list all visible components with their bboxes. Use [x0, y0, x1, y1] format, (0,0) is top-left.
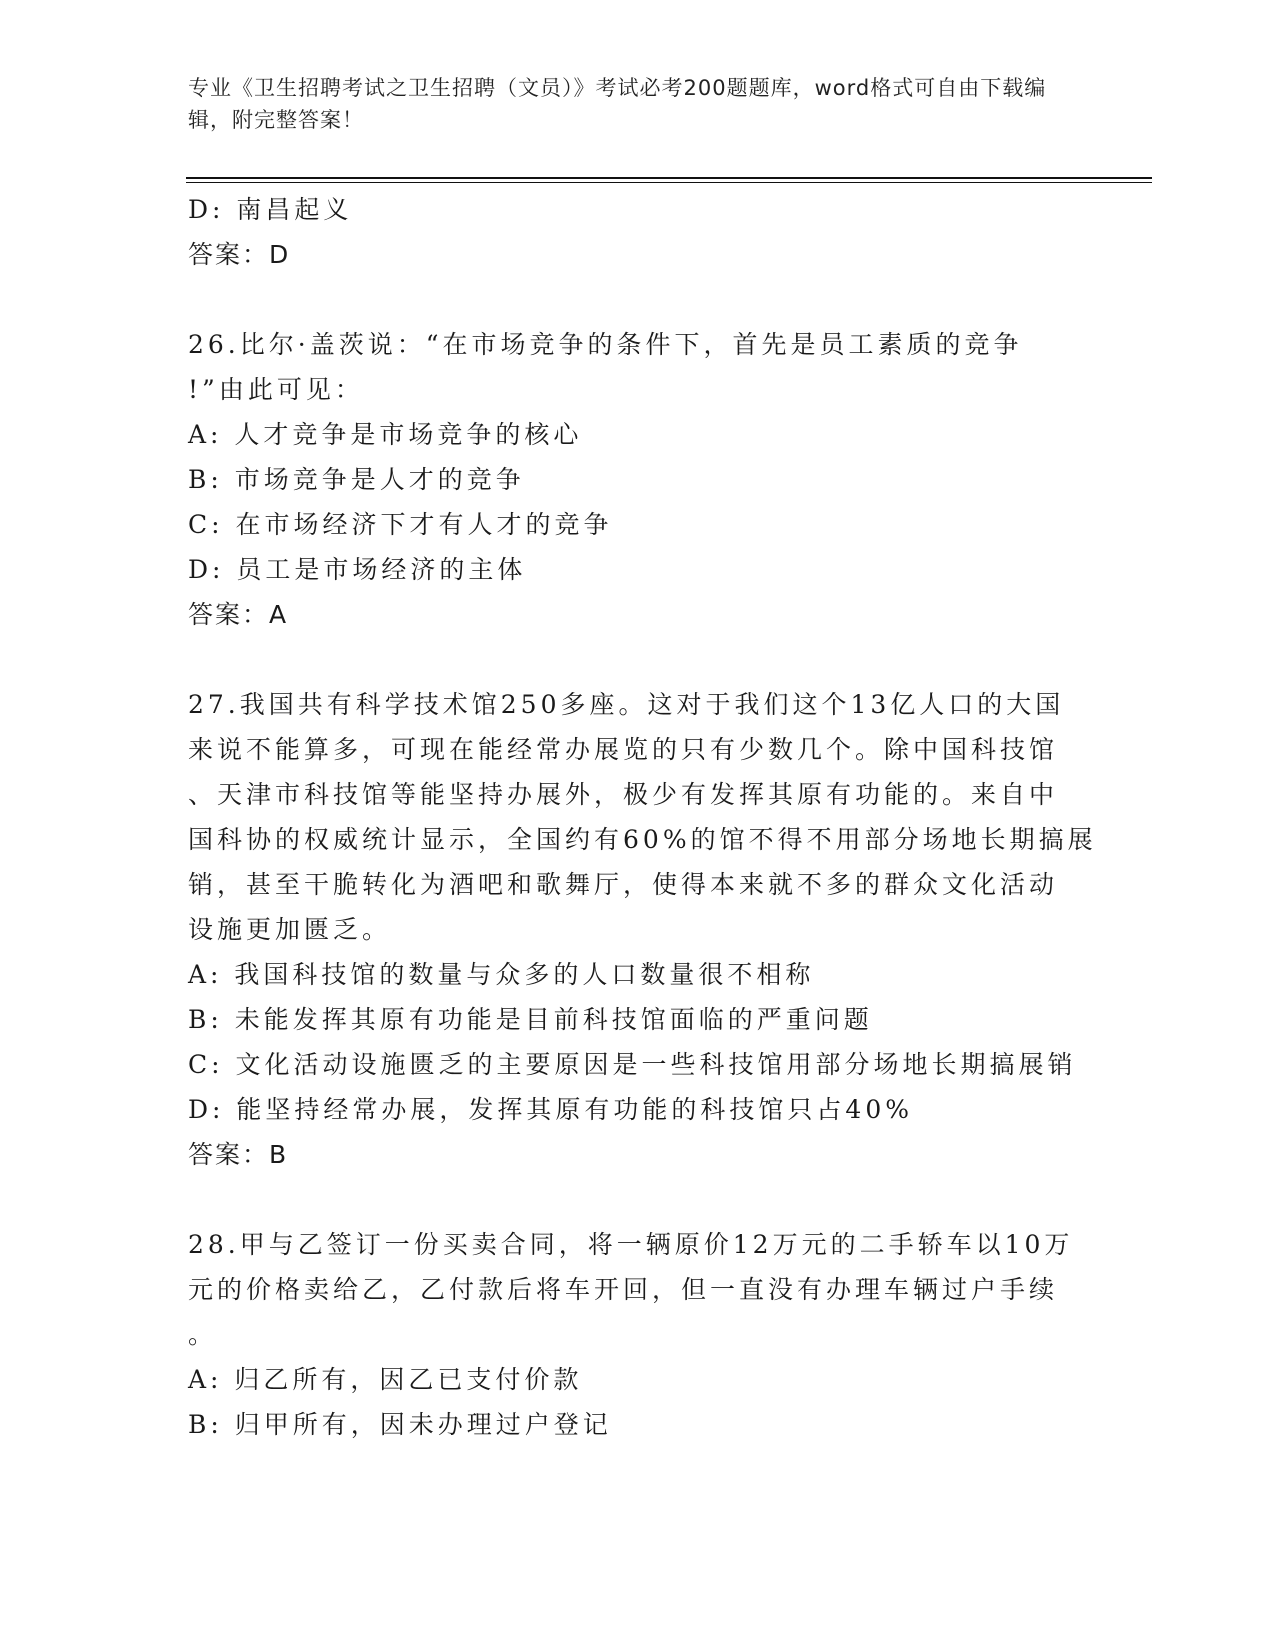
q27-stem-line-4: 国科协的权威统计显示，全国约有60%的馆不得不用部分场地长期搞展	[188, 825, 1097, 854]
q28-stem-line-1: 28.甲与乙签订一份买卖合同，将一辆原价12万元的二手轿车以10万	[188, 1230, 1074, 1259]
q26-answer: 答案：A	[188, 600, 289, 629]
q26-option-b: B: 市场竞争是人才的竞争	[188, 465, 525, 494]
q28-stem-line-3: 。	[188, 1320, 218, 1349]
q27-stem-line-5: 销，甚至干脆转化为酒吧和歌舞厅，使得本来就不多的群众文化活动	[188, 870, 1059, 899]
question-list	[188, 187, 1097, 1447]
q27-option-d: D: 能坚持经常办展，发挥其原有功能的科技馆只占40%	[188, 1095, 913, 1124]
spacer	[188, 1177, 1088, 1222]
q26-stem-line-2: !”由此可见：	[188, 375, 364, 404]
q27-stem-line-6: 设施更加匮乏。	[188, 915, 392, 944]
q26-stem-line-1: 26.比尔·盖茨说：“在市场竞争的条件下，首先是员工素质的竞争	[188, 330, 1023, 359]
header-divider-thick	[186, 177, 1152, 179]
header-divider-thin	[186, 182, 1152, 183]
prev-answer: 答案：D	[188, 240, 291, 269]
prev-option-d: D: 南昌起义	[188, 195, 353, 224]
q27-stem-line-1: 27.我国共有科学技术馆250多座。这对于我们这个13亿人口的大国	[188, 690, 1065, 719]
q27-stem-line-2: 来说不能算多，可现在能经常办展览的只有少数几个。除中国科技馆	[188, 735, 1059, 764]
q26-option-d: D: 员工是市场经济的主体	[188, 555, 527, 584]
q27-stem-line-3: 、天津市科技馆等能坚持办展外，极少有发挥其原有功能的。来自中	[188, 780, 1059, 809]
spacer	[188, 637, 1088, 682]
q27-option-b: B: 未能发挥其原有功能是目前科技馆面临的严重问题	[188, 1005, 873, 1034]
q27-option-a: A: 我国科技馆的数量与众多的人口数量很不相称	[188, 960, 815, 989]
q28-stem-line-2: 元的价格卖给乙，乙付款后将车开回，但一直没有办理车辆过户手续	[188, 1275, 1059, 1304]
q28-option-a: A: 归乙所有，因乙已支付价款	[188, 1365, 583, 1394]
spacer	[188, 277, 1088, 322]
document-header: 专业《卫生招聘考试之卫生招聘（文员）》考试必考200题题库，word格式可自由下载编辑，附完整答案！	[188, 76, 1047, 132]
q26-option-c: C: 在市场经济下才有人才的竞争	[188, 510, 613, 539]
q27-option-c: C: 文化活动设施匮乏的主要原因是一些科技馆用部分场地长期搞展销	[188, 1050, 1077, 1079]
q26-option-a: A: 人才竞争是市场竞争的核心	[188, 420, 583, 449]
q28-option-b: B: 归甲所有，因未办理过户登记	[188, 1410, 612, 1439]
q27-answer: 答案：B	[188, 1140, 289, 1169]
